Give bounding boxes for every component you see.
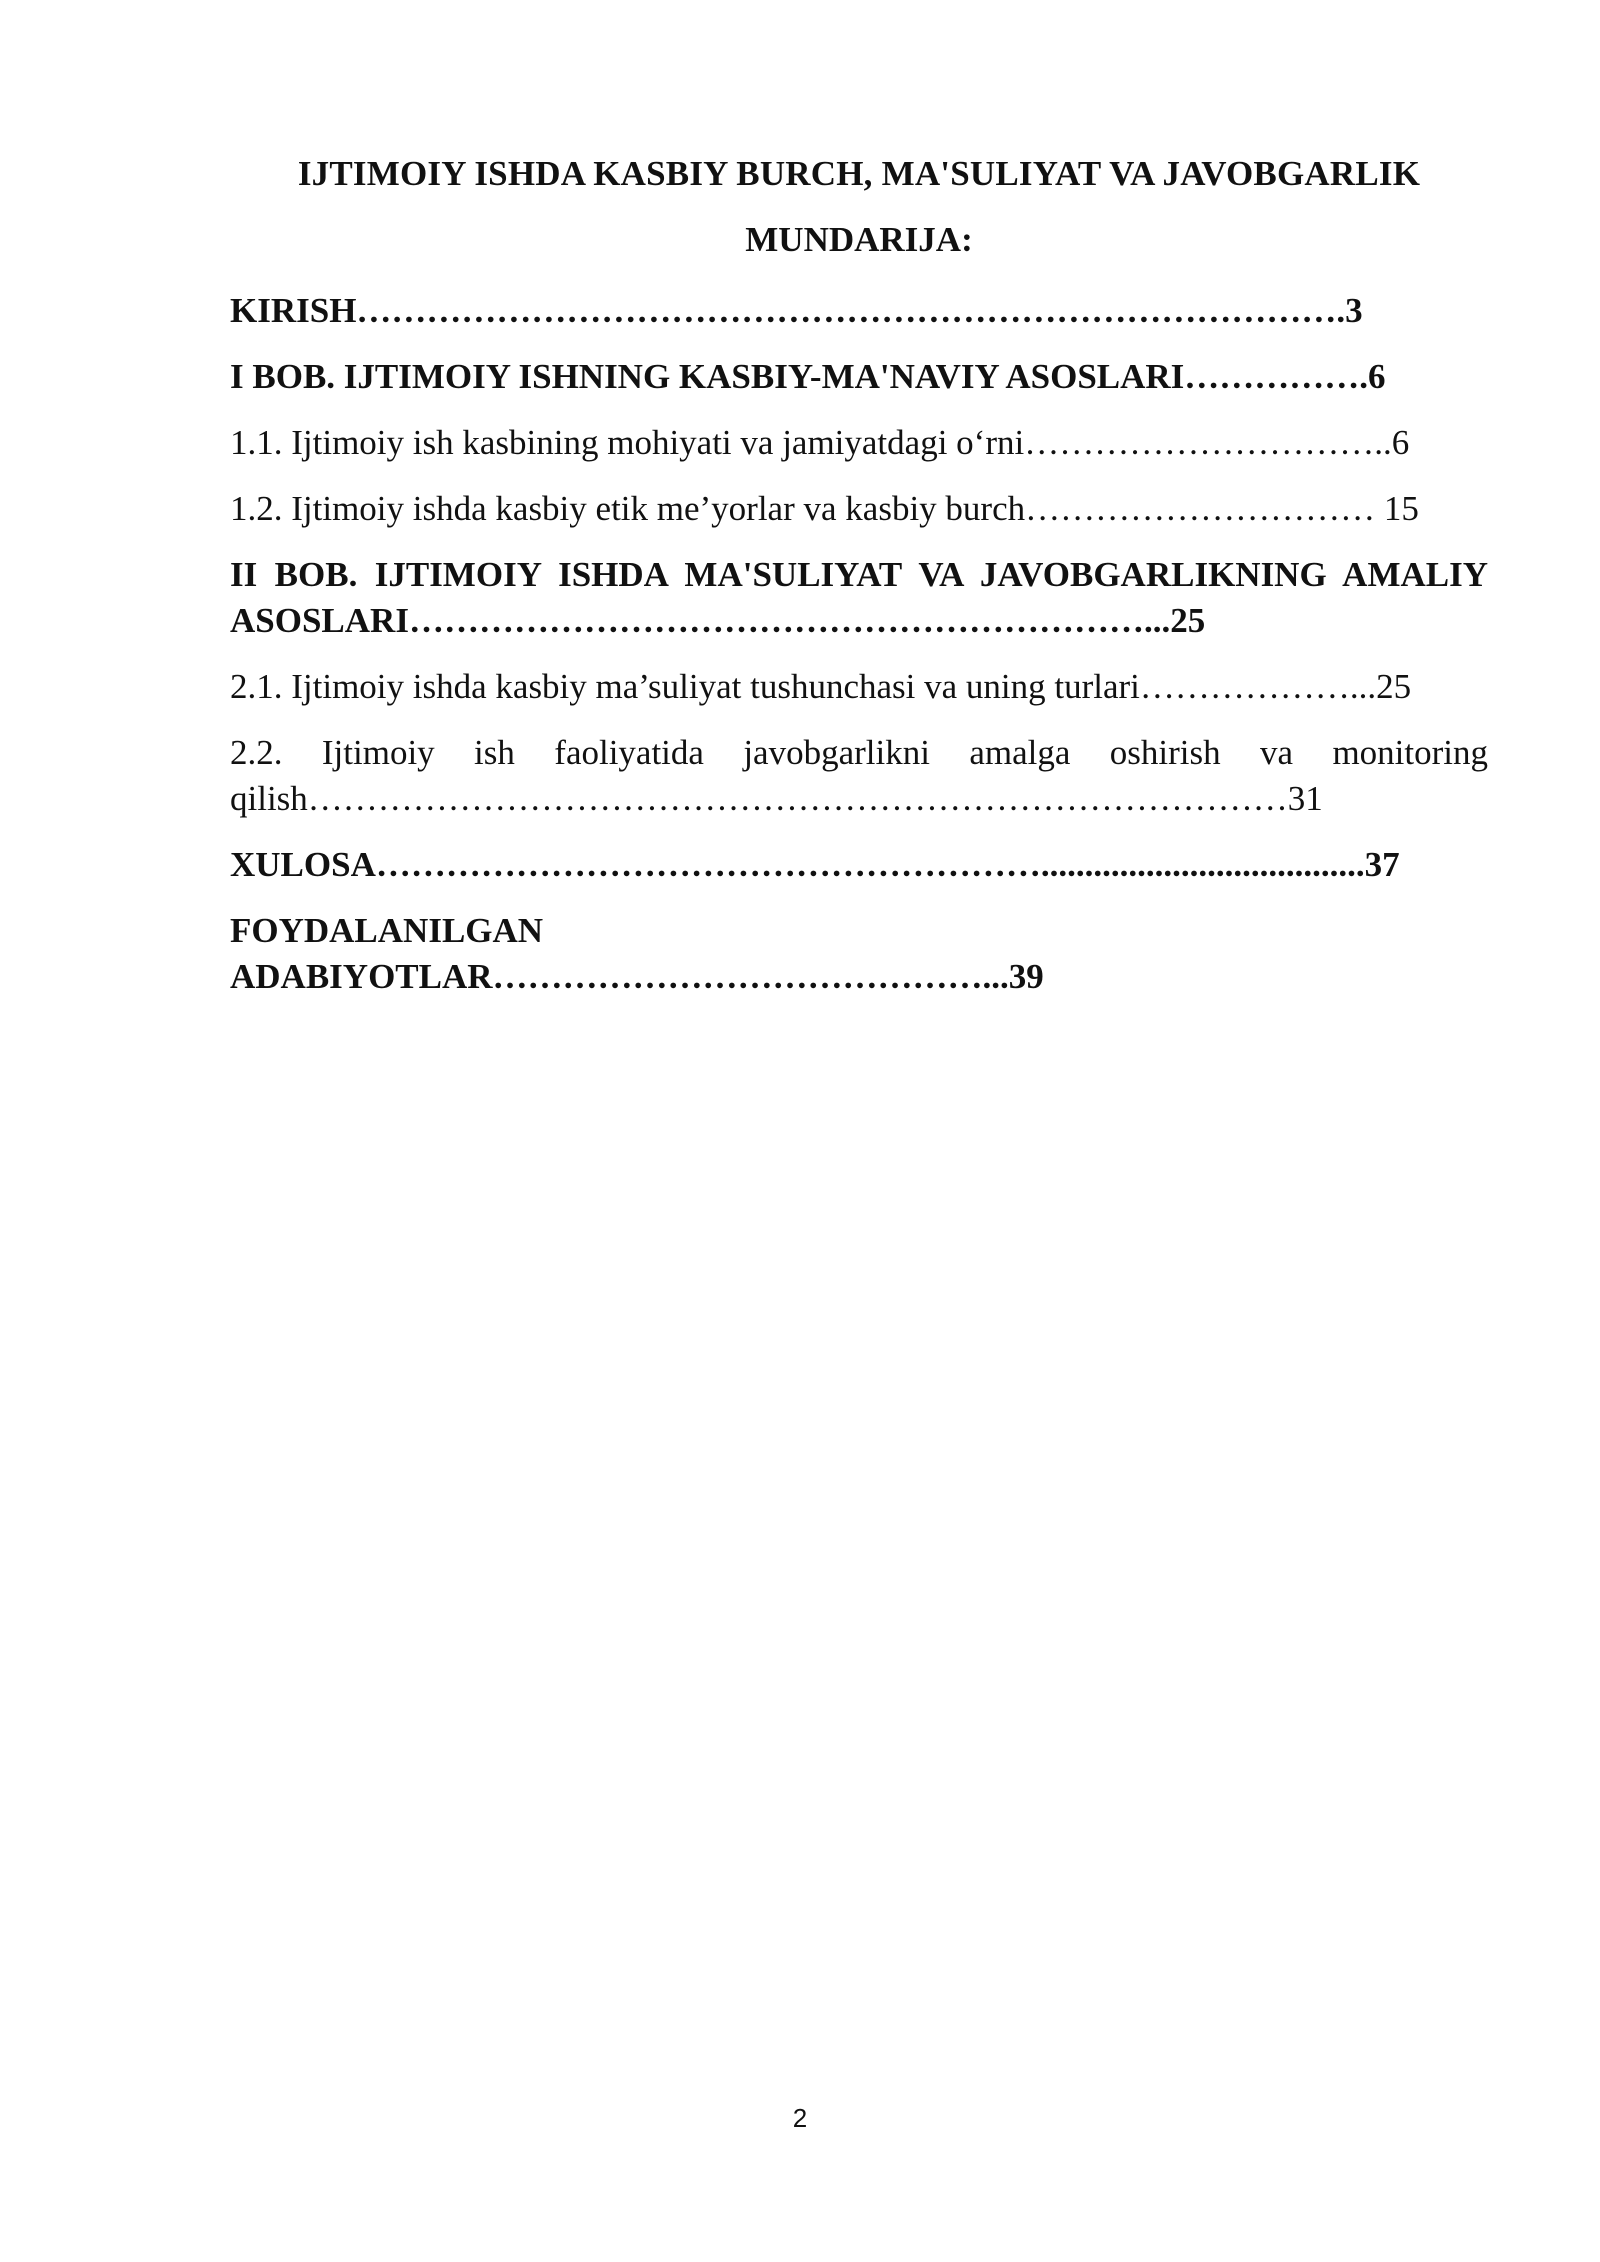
toc-entry-references: FOYDALANILGAN ADABIYOTLAR……………………………………...39	[230, 911, 1044, 996]
toc-entry-chapter-1: I BOB. IJTIMOIY ISHNING KASBIY-MA'NAVIY ASOSLARI…………….6	[230, 357, 1386, 396]
toc-entry-chapter-2: II BOB. IJTIMOIY ISHDA MA'SULIYAT VA JAVOBGARLIKNING AMALIY ASOSLARI………………………………………………………...25	[230, 555, 1488, 640]
document-content	[230, 148, 1488, 1000]
page-number: 2	[792, 2103, 808, 2133]
toc-entry-introduction: KIRISH………………………………………………………………………….3	[230, 291, 1363, 330]
toc-heading: MUNDARIJA:	[745, 220, 973, 259]
toc-entry-section-1-1: 1.1. Ijtimoiy ish kasbining mohiyati va jamiyatdagi o‘rni…………………………..6	[230, 423, 1410, 462]
toc-entry-conclusion: XULOSA………………………………………………….....................................37	[230, 845, 1400, 884]
toc-entry-section-2-1: 2.1. Ijtimoiy ishda kasbiy ma’suliyat tushunchasi va uning turlari………………...25	[230, 667, 1412, 706]
toc-entry-section-2-2: 2.2. Ijtimoiy ish faoliyatida javobgarlikni amalga oshirish va monitoring qilish…………………………………………………………………………31	[230, 733, 1488, 818]
toc-entry-section-1-2: 1.2. Ijtimoiy ishda kasbiy etik me’yorlar va kasbiy burch………………………… 15	[230, 489, 1419, 528]
document-title: IJTIMOIY ISHDA KASBIY BURCH, MA'SULIYAT VA JAVOBGARLIK	[297, 154, 1421, 193]
